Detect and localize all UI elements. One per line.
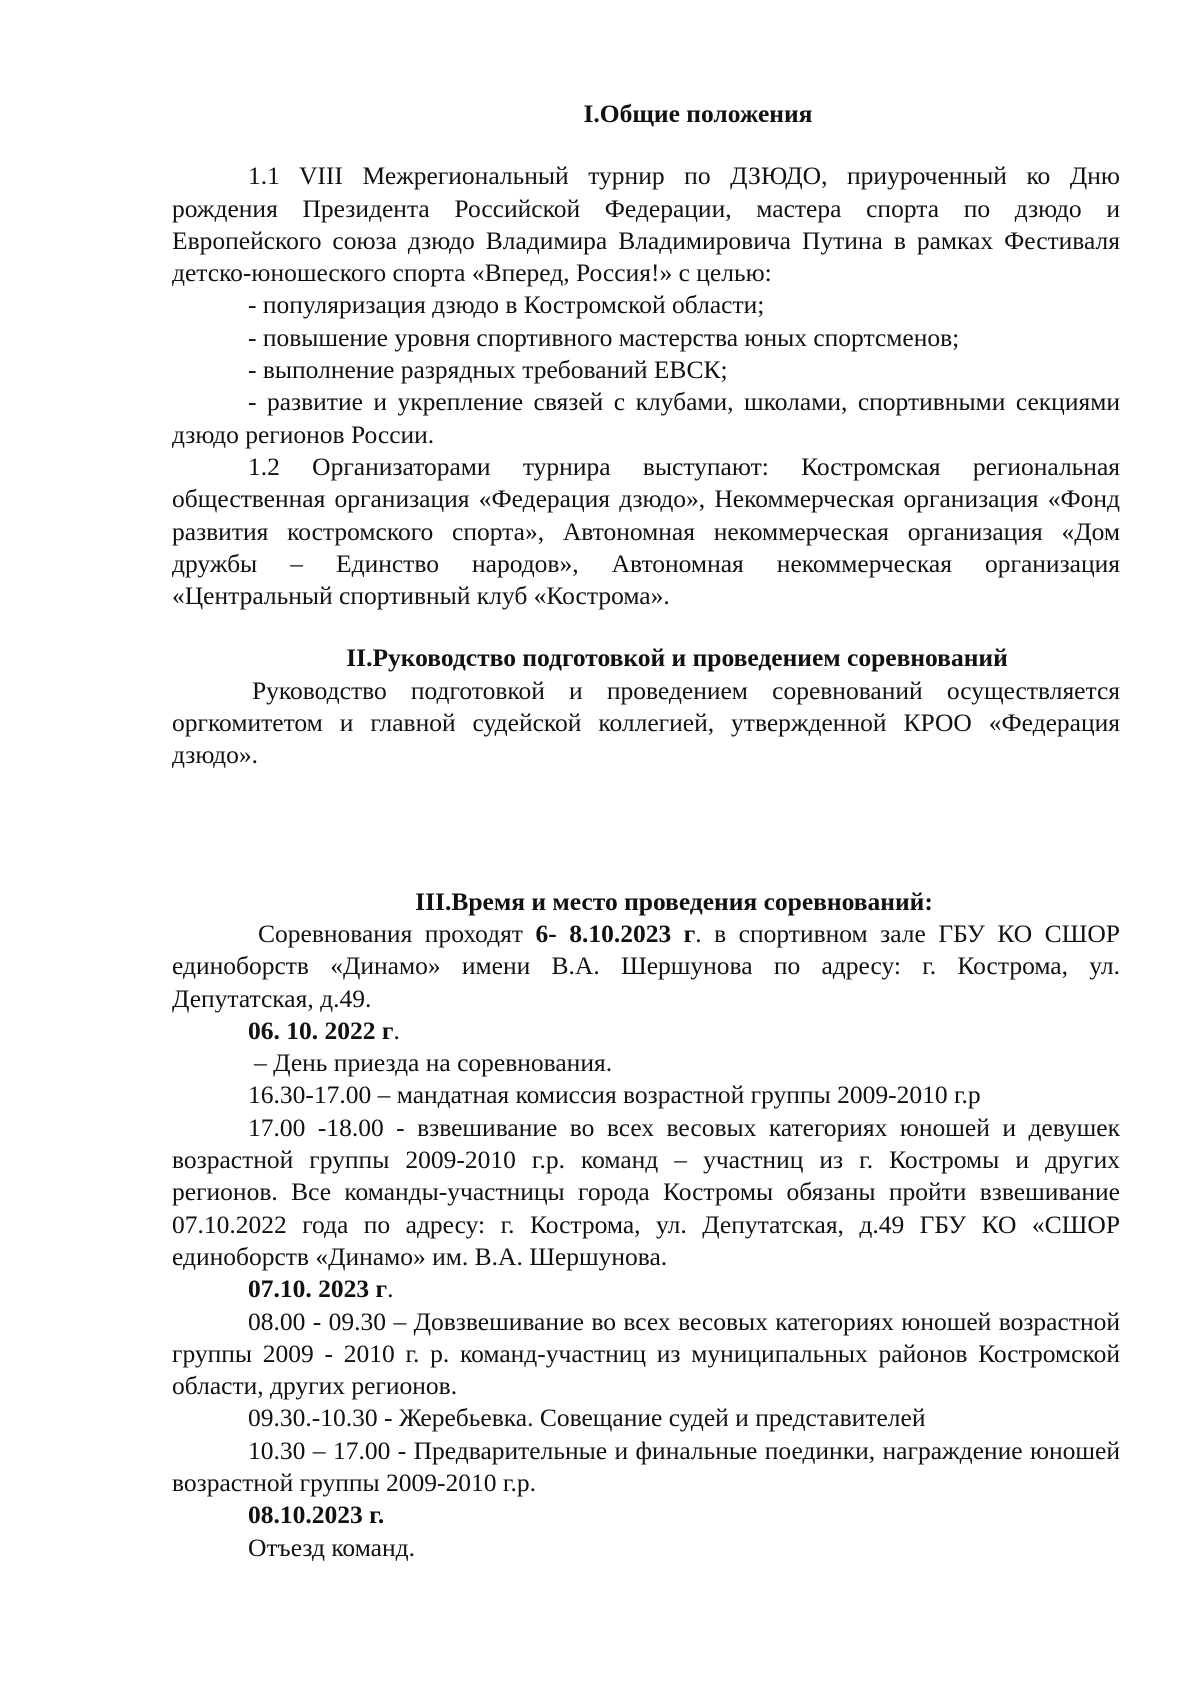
day-2-reweigh: 08.00 - 09.30 – Довзвешивание во всех весовых категориях юношей возрастной группы 2009 - 2010 г. р. команд-участниц из муниципальных районов Костромской области, других регионов. xyxy=(172,1306,1120,1401)
document-page xyxy=(172,98,1120,1564)
day-3-date: 08.10.2023 г. xyxy=(248,1500,385,1530)
section-1-heading: I.Общие положения xyxy=(583,99,813,128)
spacer xyxy=(172,772,1120,886)
spacer xyxy=(172,612,1120,642)
day-2-date-line xyxy=(172,1273,1120,1305)
paragraph-1-1: 1.1 VIII Межрегиональный турнир по ДЗЮДО, приуроченный ко Дню рождения Президента Российской Федерации, мастера спорта по дзюдо и Европейского союза дзюдо Владимира Владимировича Путина в рамках Фестиваля детско-юношеского спорта «Вперед, Россия!» с целью: xyxy=(172,161,1120,288)
day-2-bouts: 10.30 – 17.00 - Предварительные и финальные поединки, награждение юношей возрастной группы 2009-2010 г.р. xyxy=(172,1435,1120,1497)
day-1-mandate: 16.30-17.00 – мандатная комиссия возрастной группы 2009-2010 г.р xyxy=(248,1080,981,1110)
intro-text: Соревнования проходят xyxy=(258,918,536,948)
goal-item: - выполнение разрядных требований ЕВСК; xyxy=(248,355,728,385)
paragraph-1-2: 1.2 Организаторами турнира выступают: Костромская региональная общественная организация «Федерация дзюдо», Некоммерческая организация «Фонд развития костромского спорта», Автономная некоммерческая организация «Дом дружбы – Единство народов», Автономная некоммерческая организация «Центральный спортивный клуб «Кострома». xyxy=(172,451,1120,611)
section-2-heading: II.Руководство подготовкой и проведением соревнований xyxy=(346,643,1008,673)
day-2-date: 07.10. 2023 г xyxy=(248,1274,388,1304)
goal-item: - развитие и укрепление связей с клубами, школами, спортивными секциями дзюдо регионов России. xyxy=(172,387,1120,449)
day-1-weigh-in: 17.00 -18.00 - взвешивание во всех весовых категориях юношей и девушек возрастной группы 2009-2010 г.р. команд – участниц из г. Костромы и других регионов. Все команды-участницы города Костромы обязаны пройти взвешивание 07.10.2022 года по адресу: г. Кострома, ул. Депутатская, д.49 ГБУ КО «СШОР единоборств «Динамо» им. В.А. Шершунова. xyxy=(172,1112,1120,1271)
day-1-date-line xyxy=(172,1015,1120,1047)
day-1-date: 06. 10. 2022 г xyxy=(248,1015,394,1045)
section-2-text: Руководство подготовкой и проведением соревнований осуществляется оргкомитетом и главной судейской коллегией, утвержденной КРОО «Федерация дзюдо». xyxy=(172,675,1120,770)
intro-text: . в спортивном зале ГБУ КО СШОР единоборств «Динамо» имени В.А. Шершунова по адресу: г. Кострома, ул. Депутатская, д.49. xyxy=(172,918,1120,1013)
day-1-dot: . xyxy=(393,1015,400,1045)
day-2-draw: 09.30.-10.30 - Жеребьевка. Совещание судей и представителей xyxy=(248,1403,926,1433)
goal-item: - повышение уровня спортивного мастерства юных спортсменов; xyxy=(248,322,960,352)
spacer xyxy=(172,130,1120,160)
section-3-intro xyxy=(172,918,1120,1015)
goal-item: - популяризация дзюдо в Костромской области; xyxy=(248,290,765,320)
competition-dates: 6- 8.10.2023 г xyxy=(535,918,696,948)
day-1-arrival: – День приезда на соревнования. xyxy=(254,1048,613,1078)
day-2-dot: . xyxy=(387,1274,394,1304)
section-3-heading: III.Время и место проведения соревнований: xyxy=(415,886,933,916)
day-3-departure: Отъезд команд. xyxy=(248,1532,415,1562)
